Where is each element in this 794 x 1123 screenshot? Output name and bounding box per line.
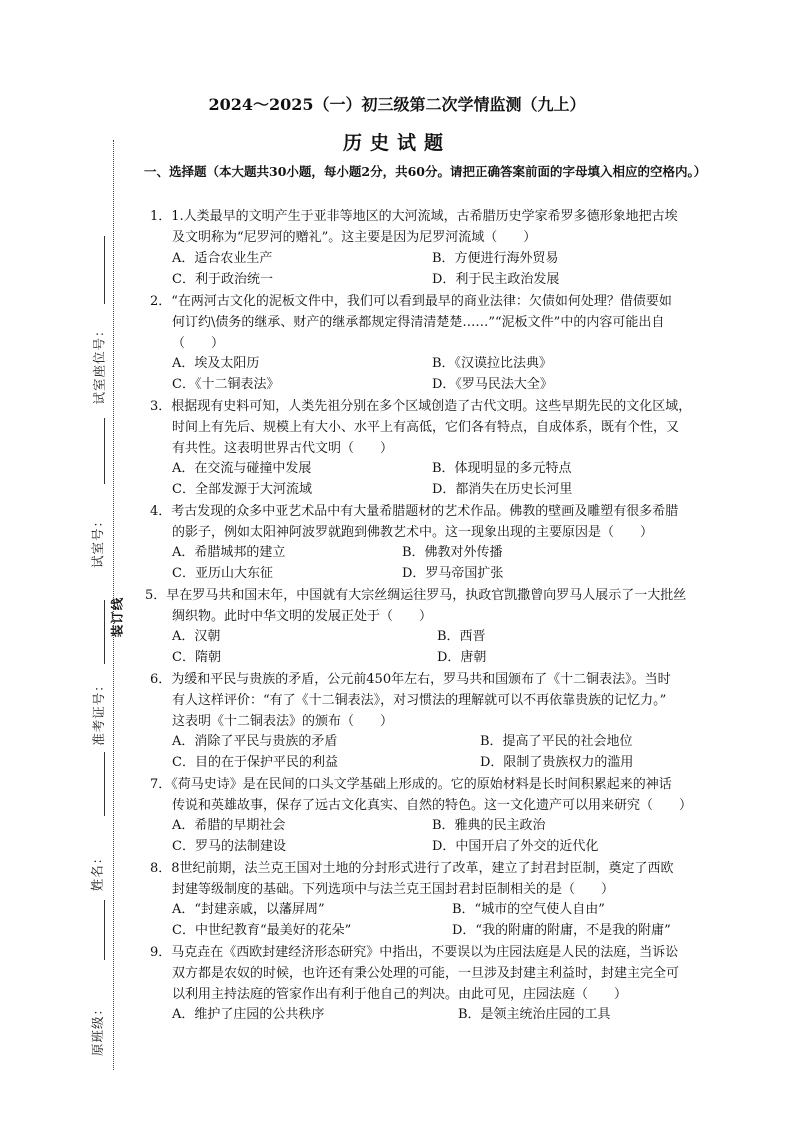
q6-option-c[interactable]: C．目的在于保护平民的利益: [172, 755, 338, 770]
q8-line-1: 8．8世纪前期，法兰克王国对土地的分封形式进行了改革，建立了封君封臣制，奠定了西欧: [150, 861, 674, 876]
q7-line-2: 传说和英雄故事，保存了远古文化真实、自然的特色。这一文化遗产可以用来研究（ ）: [172, 798, 693, 813]
q5-line-1: 5．早在罗马共和国末年，中国就有大宗丝绸运往罗马，执政官凯撒曾向罗马人展示了一大批丝: [145, 588, 687, 603]
seat-underline: [104, 236, 105, 304]
q3-line-3: 有共性。这表明世界古代文明（ ）: [172, 441, 394, 456]
exam-no-underline-top: [104, 600, 105, 664]
q6-option-d[interactable]: D．限制了贵族权力的滥用: [480, 755, 634, 770]
class-label: 原班级：: [90, 1001, 106, 1057]
q6-line-2: 有人这样评价：“有了《十二铜表法》，对习惯法的理解就可以不再依靠贵族的记忆力。”: [172, 693, 667, 708]
name-label: 姓名：: [89, 850, 105, 892]
q3-option-d[interactable]: D．都消失在历史长河里: [432, 482, 573, 497]
q2-line-1: 2．“在两河古文化的泥板文件中，我们可以看到最早的商业法律：欠债如何处理？借债要如: [150, 294, 672, 309]
q5-option-c[interactable]: C．隋朝: [172, 650, 221, 665]
q6-line-1: 6．为缓和平民与贵族的矛盾，公元前450年左右，罗马共和国颁布了《十二铜表法》。当时: [150, 672, 671, 687]
q5-line-2: 绸织物。此时中华文明的发展正处于（ ）: [172, 609, 433, 624]
q2-option-b[interactable]: B．《汉谟拉比法典》: [432, 356, 553, 371]
exam-no-underline: [104, 752, 105, 816]
subject-title: 历史试题: [342, 132, 451, 154]
q7-line-1: 7．《荷马史诗》是在民间的口头文学基础上形成的。它的原始材料是长时间积累起来的神话: [150, 777, 672, 792]
q4-option-c[interactable]: C．亚历山大东征: [172, 566, 273, 581]
q1-option-c[interactable]: C．利于政治统一: [172, 272, 273, 287]
q3-line-1: 3．根据现有史料可知，人类先祖分别在多个区域创造了古代文明。这些早期先民的文化区域，: [150, 399, 692, 414]
q4-line-1: 4．考古发现的众多中亚艺术品中有大量希腊题材的艺术作品。佛教的壁画及雕塑有很多希腊: [150, 504, 679, 519]
q3-option-b[interactable]: B．体现明显的多元特点: [432, 461, 572, 476]
q8-option-c[interactable]: C．中世纪教育“最美好的花朵”: [172, 923, 352, 938]
room-number-label: 试室号：: [90, 513, 106, 569]
q2-option-d[interactable]: D．《罗马民法大全》: [432, 377, 553, 392]
q1-option-a[interactable]: A．适合农业生产: [172, 251, 273, 266]
q7-option-a[interactable]: A．希腊的早期社会: [172, 818, 286, 833]
q8-option-a[interactable]: A．“封建亲戚，以藩屏周”: [172, 902, 325, 917]
q3-line-2: 时间上有先后、规模上有大小、水平上有高低，它们各有特点，自成体系，既有个性，又: [172, 420, 680, 435]
section-heading: 一、选择题（本大题共30小题，每小题2分，共60分。请把正确答案前面的字母填入相应的空格内。）: [144, 164, 707, 179]
q7-option-b[interactable]: B．雅典的民主政治: [432, 818, 546, 833]
q8-option-d[interactable]: D．“我的附庸的附庸，不是我的附庸”: [452, 923, 671, 938]
q6-option-a[interactable]: A．消除了平民与贵族的矛盾: [172, 734, 338, 749]
q5-option-d[interactable]: D．唐朝: [437, 650, 487, 665]
q1-line-1: 1．1.人类最早的文明产生于亚非等地区的大河流域，古希腊历史学家希罗多德形象地把古埃: [150, 209, 678, 224]
q1-option-b[interactable]: B．方便进行海外贸易: [432, 251, 559, 266]
q4-option-d[interactable]: D．罗马帝国扩张: [402, 566, 504, 581]
q1-line-2: 及文明称为“尼罗河的赠礼”。这主要是因为尼罗河流域（ ）: [172, 230, 537, 245]
q3-option-c[interactable]: C．全部发源于大河流域: [172, 482, 312, 497]
q6-option-b[interactable]: B．提高了平民的社会地位: [480, 734, 633, 749]
q5-option-a[interactable]: A．汉朝: [172, 629, 221, 644]
q4-option-b[interactable]: B．佛教对外传播: [402, 545, 503, 560]
q8-option-b[interactable]: B．“城市的空气使人自由”: [452, 902, 605, 917]
q9-line-2: 双方都是农奴的时候，也许还有秉公处理的可能，一旦涉及封建主利益时，封建主完全可: [172, 966, 680, 981]
q9-line-3: 以利用主持法庭的管家作出有利于他自己的判决。由此可见，庄园法庭（ ）: [172, 987, 628, 1002]
q4-option-a[interactable]: A．希腊城邦的建立: [172, 545, 286, 560]
q2-line-2: 何订约\债务的继承、财产的继承都规定得清清楚楚……”“泥板文件”中的内容可能出自: [172, 315, 665, 330]
q9-option-a[interactable]: A．维护了庄园的公共秩序: [172, 1007, 325, 1022]
room-underline: [104, 418, 105, 484]
q9-line-1: 9．马克垚在《西欧封建经济形态研究》中指出，不要误以为庄园法庭是人民的法庭，当诉讼: [150, 945, 679, 960]
q4-line-2: 的影子，例如太阳神阿波罗就跑到佛教艺术中。这一现象出现的主要原因是（ ）: [172, 525, 654, 540]
q8-line-2: 封建等级制度的基础。下列选项中与法兰克王国封君封臣制相关的是（ ）: [172, 882, 615, 897]
q7-option-d[interactable]: D．中国开启了外交的近代化: [432, 839, 599, 854]
q2-line-3: （ ）: [172, 336, 225, 351]
q2-option-a[interactable]: A．埃及太阳历: [172, 356, 260, 371]
q1-option-d[interactable]: D．利于民主政治发展: [432, 272, 560, 287]
seat-number-label: 试室座位号：: [91, 323, 107, 405]
q3-option-a[interactable]: A．在交流与碰撞中发展: [172, 461, 312, 476]
q5-option-b[interactable]: B．西晋: [437, 629, 486, 644]
q2-option-c[interactable]: C．《十二铜表法》: [172, 377, 280, 392]
q9-option-b[interactable]: B．是领主统治庄园的工具: [458, 1007, 611, 1022]
q6-line-3: 这表明《十二铜表法》的颁布（ ）: [172, 714, 394, 729]
binding-line-label: 装订线: [109, 596, 125, 638]
exam-number-label: 准考证号：: [90, 678, 106, 746]
q7-option-c[interactable]: C．罗马的法制建设: [172, 839, 286, 854]
name-underline: [104, 900, 105, 960]
exam-title: 2024～2025（一）初三级第二次学情监测（九上）: [208, 95, 586, 114]
